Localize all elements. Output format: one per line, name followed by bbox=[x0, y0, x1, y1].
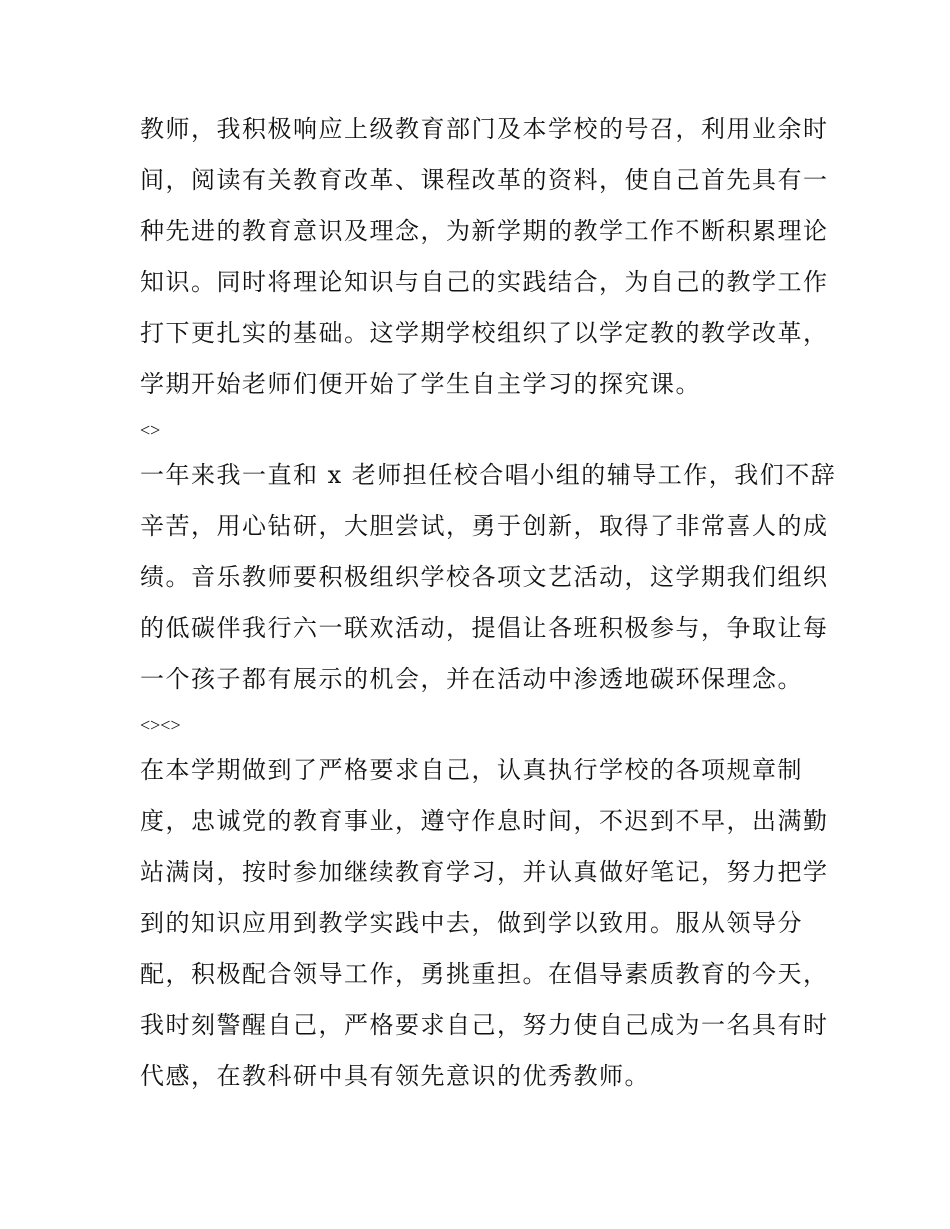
text-line: 一个孩子都有展示的机会，并在活动中渗透地碳环保理念。 bbox=[140, 665, 803, 693]
text-line: 在本学期做到了严格要求自己，认真执行学校的各项规章制 bbox=[140, 756, 803, 784]
text-line: 到的知识应用到教学实践中去，做到学以致用。服从领导分 bbox=[140, 909, 803, 937]
text-line: 打下更扎实的基础。这学期学校组织了以学定教的教学改革， bbox=[140, 319, 829, 347]
text-line: 绩。音乐教师要积极组织学校各项文艺活动，这学期我们组织 bbox=[140, 563, 829, 591]
text-line: 我时刻警醒自己，严格要求自己，努力使自己成为一名具有时 bbox=[140, 1011, 829, 1039]
text-line: 种先进的教育意识及理念，为新学期的教学工作不断积累理论 bbox=[140, 217, 829, 245]
text-line: 教师，我积极响应上级教育部门及本学校的号召，利用业余时 bbox=[140, 115, 829, 143]
text-line: 一年来我一直和 x 老师担任校合唱小组的辅导工作，我们不辞 bbox=[140, 461, 837, 489]
section-marker: <> bbox=[140, 420, 161, 440]
text-line: 代感，在教科研中具有领先意识的优秀教师。 bbox=[140, 1062, 650, 1090]
text-line: 辛苦，用心钻研，大胆尝试，勇于创新，取得了非常喜人的成 bbox=[140, 512, 829, 540]
document-body bbox=[140, 104, 837, 1102]
text-line: 度，忠诚党的教育事业，遵守作息时间，不迟到不早，出满勤 bbox=[140, 807, 829, 835]
text-line: 站满岗，按时参加继续教育学习，并认真做好笔记，努力把学 bbox=[140, 858, 829, 886]
section-marker: <><> bbox=[140, 715, 181, 735]
text-line: 知识。同时将理论知识与自己的实践结合，为自己的教学工作 bbox=[140, 268, 829, 296]
text-line: 学期开始老师们便开始了学生自主学习的探究课。 bbox=[140, 370, 701, 398]
text-line: 的低碳伴我行六一联欢活动，提倡让各班积极参与，争取让每 bbox=[140, 614, 829, 642]
text-line: 间，阅读有关教育改革、课程改革的资料，使自己首先具有一 bbox=[140, 166, 829, 194]
text-line: 配，积极配合领导工作，勇挑重担。在倡导素质教育的今天， bbox=[140, 960, 829, 988]
